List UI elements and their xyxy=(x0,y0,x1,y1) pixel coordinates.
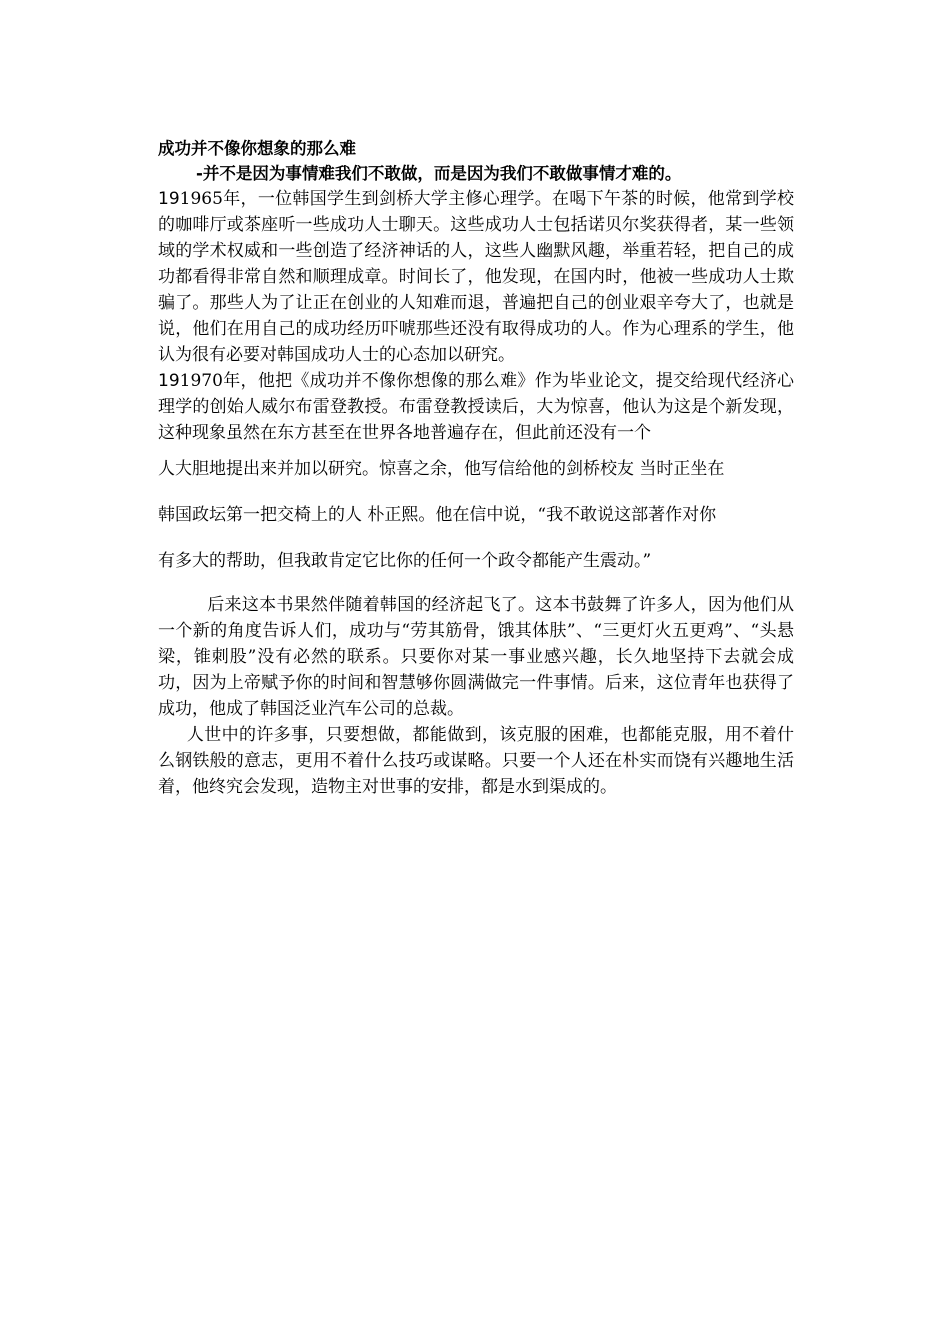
paragraph-1-text: 1965年，一位韩国学生到剑桥大学主修心理学。在喝下午茶的时候，他常到学校的咖啡厅或茶座听一些成功人士聊天。这些成功人士包括诺贝尔奖获得者，某一些领域的学术权威和一些创造了经济神话的人，这些人幽默风趣，举重若轻，把自己的成功都看得非常自然和顺理成章。时间长了，他发现，在国内时，他被一些成功人士欺骗了。那些人为了让正在创业的人知难而退，普遍把自己的创业艰辛夸大了，也就是说，他们在用自己的成功经历吓唬那些还没有取得成功的人。作为心理系的学生，他认为很有必要对韩国成功人士的心态加以研究。 xyxy=(158,189,794,365)
paragraph-2-text: 1970年，他把《成功并不像你想像的那么难》作为毕业论文，提交给现代经济心理学的创始人威尔布雷登教授。布雷登教授读后，大为惊喜，他认为这是个新发现，这种现象虽然在东方甚至在世界各地普遍存在，但此前还没有一个 xyxy=(158,371,794,443)
paragraph-2-line-4: 有多大的帮助，但我敢肯定它比你的任何一个政令都能产生震动。” xyxy=(158,551,652,571)
paragraph-4: 人世中的许多事，只要想做，都能做到，该克服的困难，也都能克服，用不着什么钢铁般的意志，更用不着什么技巧或谋略。只要一个人还在朴实而饶有兴趣地生活着，他终究会发现，造物主对世事的安排，都是水到渠成的。 xyxy=(158,725,794,797)
paragraph-2-line-3: 韩国政坛第一把交椅上的人 朴正熙。他在信中说，“我不敢说这部著作对你 xyxy=(158,505,717,525)
document-page xyxy=(158,136,794,800)
article-subtitle: -并不是因为事情难我们不敢做，而是因为我们不敢做事情才难的。 xyxy=(196,164,682,183)
paragraph-1 xyxy=(158,186,794,368)
paragraph-2-line-2: 人大胆地提出来并加以研究。惊喜之余，他写信给他的剑桥校友 当时正坐在 xyxy=(158,459,725,479)
paragraph-2-prefix: 19 xyxy=(158,371,180,391)
article-title: 成功并不像你想象的那么难 xyxy=(158,139,356,158)
paragraph-2 xyxy=(158,368,794,446)
paragraph-3: 后来这本书果然伴随着韩国的经济起飞了。这本书鼓舞了许多人，因为他们从一个新的角度告诉人们，成功与“劳其筋骨，饿其体肤”、“三更灯火五更鸡”、“头悬梁，锥刺股”没有必然的联系。只要你对某一事业感兴趣，长久地坚持下去就会成功，因为上帝赋予你的时间和智慧够你圆满做完一件事情。后来，这位青年也获得了成功，他成了韩国泛业汽车公司的总裁。 xyxy=(158,595,794,719)
paragraph-1-prefix: 19 xyxy=(158,189,180,209)
